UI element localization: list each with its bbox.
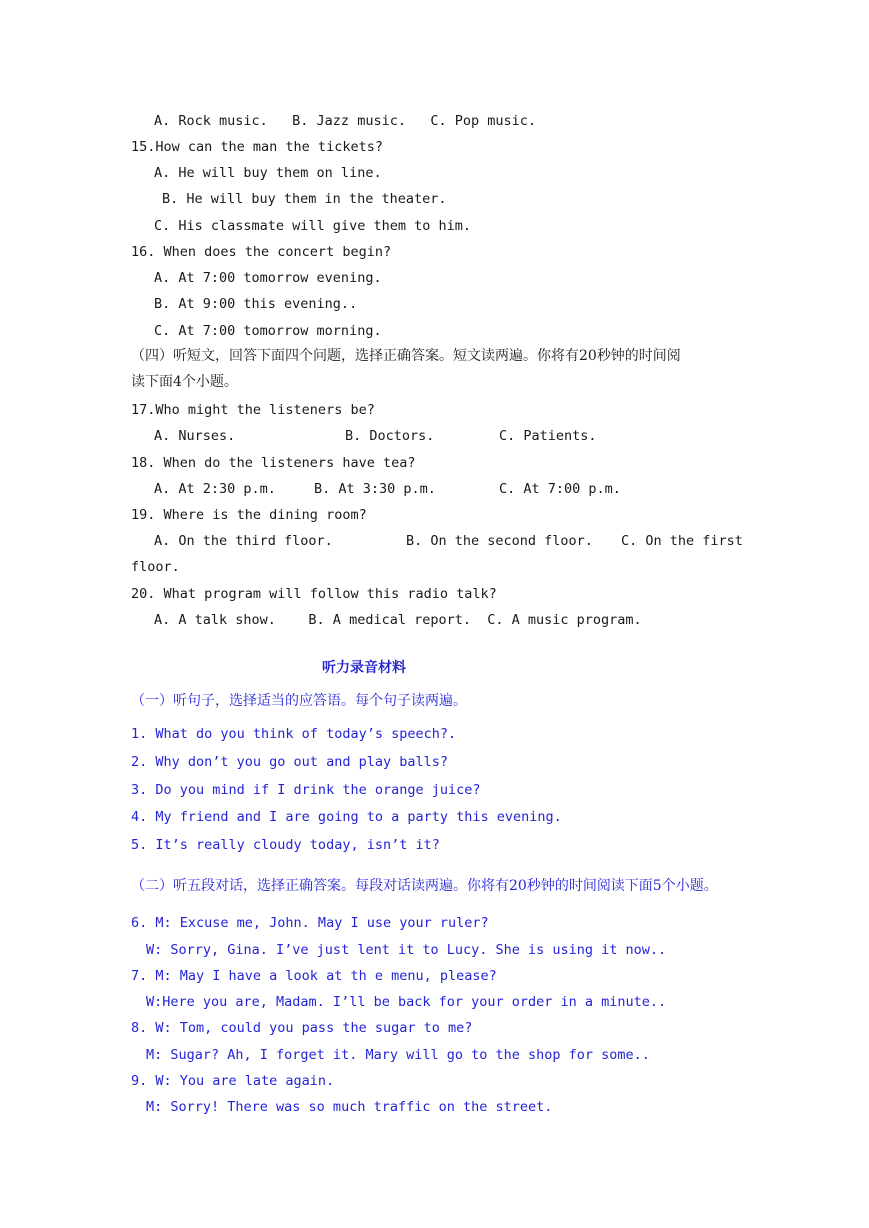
section4-instructions-line1: （四）听短文，回答下面四个问题，选择正确答案。短文读两遍。你将有20秒钟的时间阅 (131, 348, 681, 364)
q18-option-c: C. At 7:00 p.m. (499, 481, 621, 497)
q18-option-b: B. At 3:30 p.m. (314, 481, 436, 497)
dialogue-7-line1: 7. M: May I have a look at th e menu, please? (131, 968, 497, 984)
q19-option-b: B. On the second floor. (406, 533, 593, 549)
q20-question: 20. What program will follow this radio talk? (131, 586, 497, 602)
transcript-section1-heading: （一）听句子，选择适当的应答语。每个句子读两遍。 (131, 693, 467, 709)
dialogue-7-line2: W:Here you are, Madam. I’ll be back for your order in a minute.. (146, 994, 667, 1010)
q18-option-a: A. At 2:30 p.m. (154, 481, 276, 497)
dialogue-8-line2: M: Sugar? Ah, I forget it. Mary will go to the shop for some.. (146, 1047, 650, 1063)
q15-question: 15.How can the man the tickets? (131, 139, 383, 155)
q18-question: 18. When do the listeners have tea? (131, 455, 416, 471)
q15-option-a: A. He will buy them on line. (154, 165, 382, 181)
transcript-title: 听力录音材料 (322, 660, 406, 676)
q16-option-a: A. At 7:00 tomorrow evening. (154, 270, 382, 286)
q17-question: 17.Who might the listeners be? (131, 402, 375, 418)
transcript-section2-heading: （二）听五段对话，选择正确答案。每段对话读两遍。你将有20秒钟的时间阅读下面5个小题。 (131, 878, 718, 894)
transcript-sentence-2: 2. Why don’t you go out and play balls? (131, 754, 448, 770)
q16-question: 16. When does the concert begin? (131, 244, 392, 260)
q14-options: A. Rock music. B. Jazz music. C. Pop music. (154, 113, 537, 129)
q17-option-a: A. Nurses. (154, 428, 236, 444)
dialogue-8-line1: 8. W: Tom, could you pass the sugar to me? (131, 1020, 473, 1036)
dialogue-6-line1: 6. M: Excuse me, John. May I use your ruler? (131, 915, 489, 931)
q19-option-a: A. On the third floor. (154, 533, 333, 549)
q15-option-c: C. His classmate will give them to him. (154, 218, 471, 234)
q19-question: 19. Where is the dining room? (131, 507, 367, 523)
q17-option-c: C. Patients. (499, 428, 597, 444)
q19-option-c-continued: floor. (131, 559, 180, 575)
q19-option-c: C. On the first (621, 533, 743, 549)
transcript-sentence-5: 5. It’s really cloudy today, isn’t it? (131, 837, 440, 853)
dialogue-9-line1: 9. W: You are late again. (131, 1073, 335, 1089)
dialogue-6-line2: W: Sorry, Gina. I’ve just lent it to Lucy. She is using it now.. (146, 942, 667, 958)
q16-option-b: B. At 9:00 this evening.. (154, 296, 358, 312)
q16-option-c: C. At 7:00 tomorrow morning. (154, 323, 382, 339)
q20-options: A. A talk show. B. A medical report. C. A music program. (154, 612, 642, 628)
q17-option-b: B. Doctors. (345, 428, 435, 444)
transcript-sentence-3: 3. Do you mind if I drink the orange juice? (131, 782, 481, 798)
transcript-sentence-1: 1. What do you think of today’s speech?. (131, 726, 457, 742)
transcript-sentence-4: 4. My friend and I are going to a party this evening. (131, 809, 562, 825)
section4-instructions-line2: 读下面4个小题。 (131, 374, 238, 390)
dialogue-9-line2: M: Sorry! There was so much traffic on the street. (146, 1099, 553, 1115)
q15-option-b: B. He will buy them in the theater. (162, 191, 447, 207)
